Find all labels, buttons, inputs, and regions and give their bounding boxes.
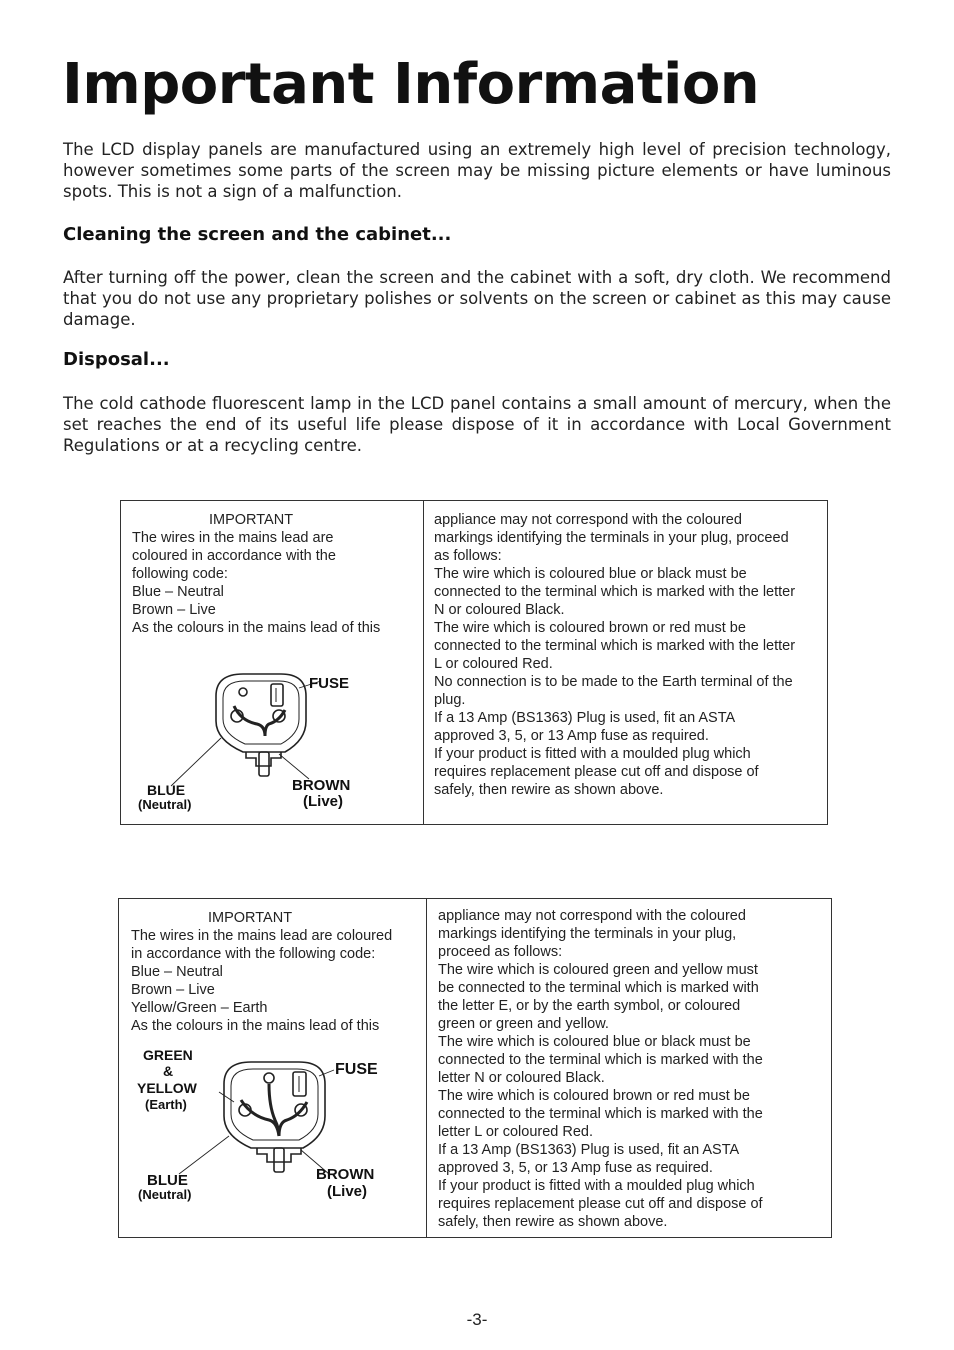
yellow-label: YELLOW: [137, 1080, 197, 1096]
text-line: following code:: [132, 566, 228, 582]
text-line: approved 3, 5, or 13 Amp fuse as required.: [434, 728, 709, 744]
text-line: The wire which is coloured blue or black must be: [438, 1034, 751, 1050]
blue-label: BLUE: [147, 1172, 188, 1189]
text-line: the letter E, or by the earth symbol, or coloured: [438, 998, 741, 1014]
green-label: GREEN: [143, 1047, 193, 1063]
blue-label: BLUE: [147, 782, 186, 798]
text-line: Brown – Live: [131, 982, 215, 998]
text-line: connected to the terminal which is marked with the: [438, 1106, 763, 1122]
text-line: in accordance with the following code:: [131, 946, 376, 962]
wiring-instructions-text: [438, 907, 763, 1231]
important-label: IMPORTANT: [209, 512, 294, 528]
live-label: (Live): [327, 1183, 368, 1200]
text-line: markings identifying the terminals in your plug,: [438, 926, 737, 942]
text-line: plug.: [434, 692, 466, 708]
text-line: The wire which is coloured brown or red must be: [438, 1088, 750, 1104]
column-divider: [426, 899, 427, 1237]
live-label: (Live): [303, 793, 344, 810]
text-line: No connection is to be made to the Earth terminal of the: [434, 674, 793, 690]
text-line: safely, then rewire as shown above.: [438, 1214, 668, 1230]
brown-label: BROWN: [292, 777, 351, 794]
plug-icon: [216, 674, 306, 776]
text-line: be connected to the terminal which is marked with: [438, 980, 759, 996]
wiring-code-text: [132, 511, 380, 637]
text-line: N or coloured Black.: [434, 602, 565, 618]
text-line: green or green and yellow.: [438, 1016, 609, 1032]
text-line: appliance may not correspond with the coloured: [438, 908, 746, 924]
text-line: as follows:: [434, 548, 502, 564]
text-line: Blue – Neutral: [131, 964, 223, 980]
text-line: connected to the terminal which is marked with the letter: [434, 638, 796, 654]
text-line: If a 13 Amp (BS1363) Plug is used, fit an ASTA: [434, 710, 736, 726]
text-line: safely, then rewire as shown above.: [434, 782, 664, 798]
text-line: If a 13 Amp (BS1363) Plug is used, fit an ASTA: [438, 1142, 740, 1158]
text-line: The wire which is coloured green and yellow must: [438, 962, 758, 978]
ampersand-label: &: [163, 1063, 174, 1079]
text-line: The wire which is coloured brown or red must be: [434, 620, 746, 636]
wiring-code-text: [131, 909, 392, 1035]
text-line: If your product is fitted with a moulded plug which: [434, 746, 751, 762]
text-line: L or coloured Red.: [434, 656, 553, 672]
text-line: As the colours in the mains lead of this: [131, 1018, 380, 1034]
disposal-paragraph: The cold cathode fluorescent lamp in the LCD panel contains a small amount of mercury, when the set reaches the end of its useful life please dispose of it in accordance with Local Government Regulations or at a recycling centre.: [63, 394, 891, 455]
text-line: The wire which is coloured blue or black must be: [434, 566, 747, 582]
wiring-instructions-text: [434, 511, 795, 799]
plug-wiring-diagram: [129, 1044, 424, 1209]
page-number: -3-: [466, 1310, 488, 1329]
earth-label: (Earth): [145, 1097, 187, 1112]
text-line: If your product is fitted with a moulded plug which: [438, 1178, 755, 1194]
wiring-notice-three-core: [118, 898, 832, 1238]
text-line: letter L or coloured Red.: [438, 1124, 594, 1140]
text-line: appliance may not correspond with the coloured: [434, 512, 742, 528]
fuse-label: FUSE: [309, 675, 350, 692]
text-line: coloured in accordance with the: [132, 548, 336, 564]
text-line: As the colours in the mains lead of this: [132, 620, 381, 636]
text-line: Brown – Live: [132, 602, 216, 618]
page-title: Important Information: [62, 52, 760, 117]
text-line: The wires in the mains lead are coloured: [131, 928, 393, 944]
neutral-label: (Neutral): [138, 797, 192, 812]
plug-wiring-diagram: [131, 666, 421, 816]
intro-paragraph: The LCD display panels are manufactured using an extremely high level of precision technology, however sometimes some parts of the screen may be missing picture elements or have luminous spots. This is not a sign of a malfunction.: [63, 140, 891, 201]
text-line: The wires in the mains lead are: [132, 530, 334, 546]
text-line: connected to the terminal which is marked with the letter: [434, 584, 796, 600]
text-line: letter N or coloured Black.: [438, 1070, 605, 1086]
text-line: connected to the terminal which is marked with the: [438, 1052, 763, 1068]
text-line: requires replacement please cut off and dispose of: [438, 1196, 763, 1212]
fuse-label: FUSE: [335, 1061, 378, 1078]
text-line: requires replacement please cut off and dispose of: [434, 764, 759, 780]
plug-icon: [224, 1062, 325, 1172]
leader-lines: [179, 1070, 334, 1174]
cleaning-heading: Cleaning the screen and the cabinet...: [63, 224, 452, 245]
text-line: approved 3, 5, or 13 Amp fuse as required.: [438, 1160, 713, 1176]
important-label: IMPORTANT: [208, 910, 293, 926]
text-line: proceed as follows:: [438, 944, 563, 960]
text-line: Blue – Neutral: [132, 584, 224, 600]
cleaning-paragraph: After turning off the power, clean the screen and the cabinet with a soft, dry cloth. We recommend that you do not use any proprietary polishes or solvents on the screen or cabinet as this may cause damage.: [63, 268, 891, 329]
brown-label: BROWN: [316, 1166, 375, 1183]
text-line: markings identifying the terminals in your plug, proceed: [434, 530, 789, 546]
disposal-heading: Disposal...: [63, 349, 170, 370]
column-divider: [423, 501, 424, 824]
wiring-notice-two-core: [120, 500, 828, 825]
neutral-label: (Neutral): [138, 1187, 192, 1202]
text-line: Yellow/Green – Earth: [131, 1000, 268, 1016]
